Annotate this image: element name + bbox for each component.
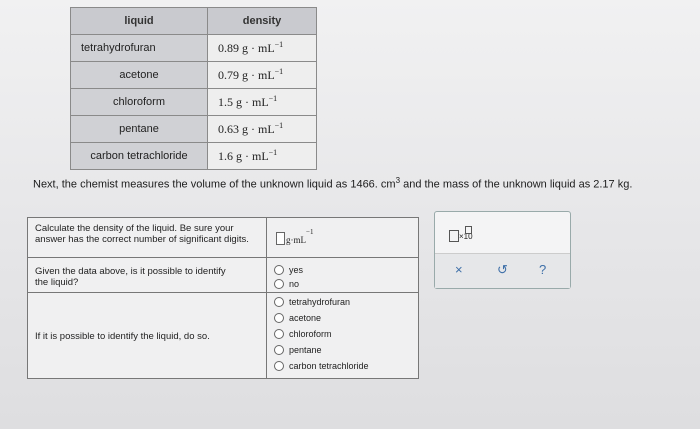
radio-circle-icon <box>274 313 284 323</box>
radio-circle-icon <box>274 279 284 289</box>
answer-toolbox: ×10 × ↺ ? <box>434 211 571 289</box>
density-value: 0.79 $g \cdot mL^{-1}$ <box>208 62 317 89</box>
liquid-name: tetrahydrofuran <box>71 35 208 62</box>
density-value: 0.89 $g \cdot mL^{-1}$ <box>208 35 317 62</box>
clear-button[interactable]: × <box>455 262 463 277</box>
liquid-name: carbon tetrachloride <box>71 143 208 170</box>
problem-statement: Next, the chemist measures the volume of the unknown liquid as 1466. $cm^3$ and the mass of the unknown liquid as 2.17 kg. <box>33 176 633 191</box>
question-box <box>27 217 419 379</box>
density-unit: $g\cdot mL^{-1}$ <box>286 228 314 245</box>
undo-button[interactable]: ↺ <box>497 262 508 277</box>
table-row <box>71 62 317 89</box>
radio-yes[interactable]: yes <box>274 265 303 275</box>
table-row <box>71 35 317 62</box>
liquid-name: pentane <box>71 116 208 143</box>
density-value: 1.5 $g \cdot mL^{-1}$ <box>208 89 317 116</box>
radio-circle-icon <box>274 329 284 339</box>
table-row <box>71 143 317 170</box>
question-row-density <box>28 218 418 258</box>
radio-pentane[interactable]: pentane <box>274 345 322 355</box>
question-identify: Given the data above, is it possible to identify the liquid? <box>35 266 226 288</box>
header-liquid: liquid <box>71 8 208 35</box>
radio-circle-icon <box>274 297 284 307</box>
radio-circle-icon <box>274 361 284 371</box>
density-answer-input[interactable] <box>276 232 285 245</box>
question-which: If it is possible to identify the liquid, do so. <box>35 331 210 342</box>
radio-chloroform[interactable]: chloroform <box>274 329 332 339</box>
table-row <box>71 89 317 116</box>
header-density: density <box>208 8 317 35</box>
density-table <box>70 7 317 170</box>
toolbox-actions <box>435 253 570 288</box>
liquid-name: chloroform <box>71 89 208 116</box>
help-button[interactable]: ? <box>539 262 547 277</box>
radio-circle-icon <box>274 345 284 355</box>
liquid-name: acetone <box>71 62 208 89</box>
question-row-which <box>28 293 418 378</box>
radio-tetrahydrofuran[interactable]: tetrahydrofuran <box>274 297 350 307</box>
radio-acetone[interactable]: acetone <box>274 313 321 323</box>
density-value: 1.6 $g \cdot mL^{-1}$ <box>208 143 317 170</box>
question-density: Calculate the density of the liquid. Be sure your answer has the correct number of significant digits. <box>35 223 249 245</box>
radio-carbon-tetrachloride[interactable]: carbon tetrachloride <box>274 361 369 371</box>
question-row-identify <box>28 258 418 293</box>
radio-circle-icon <box>274 265 284 275</box>
table-row <box>71 116 317 143</box>
density-value: 0.63 $g \cdot mL^{-1}$ <box>208 116 317 143</box>
radio-no[interactable]: no <box>274 279 299 289</box>
